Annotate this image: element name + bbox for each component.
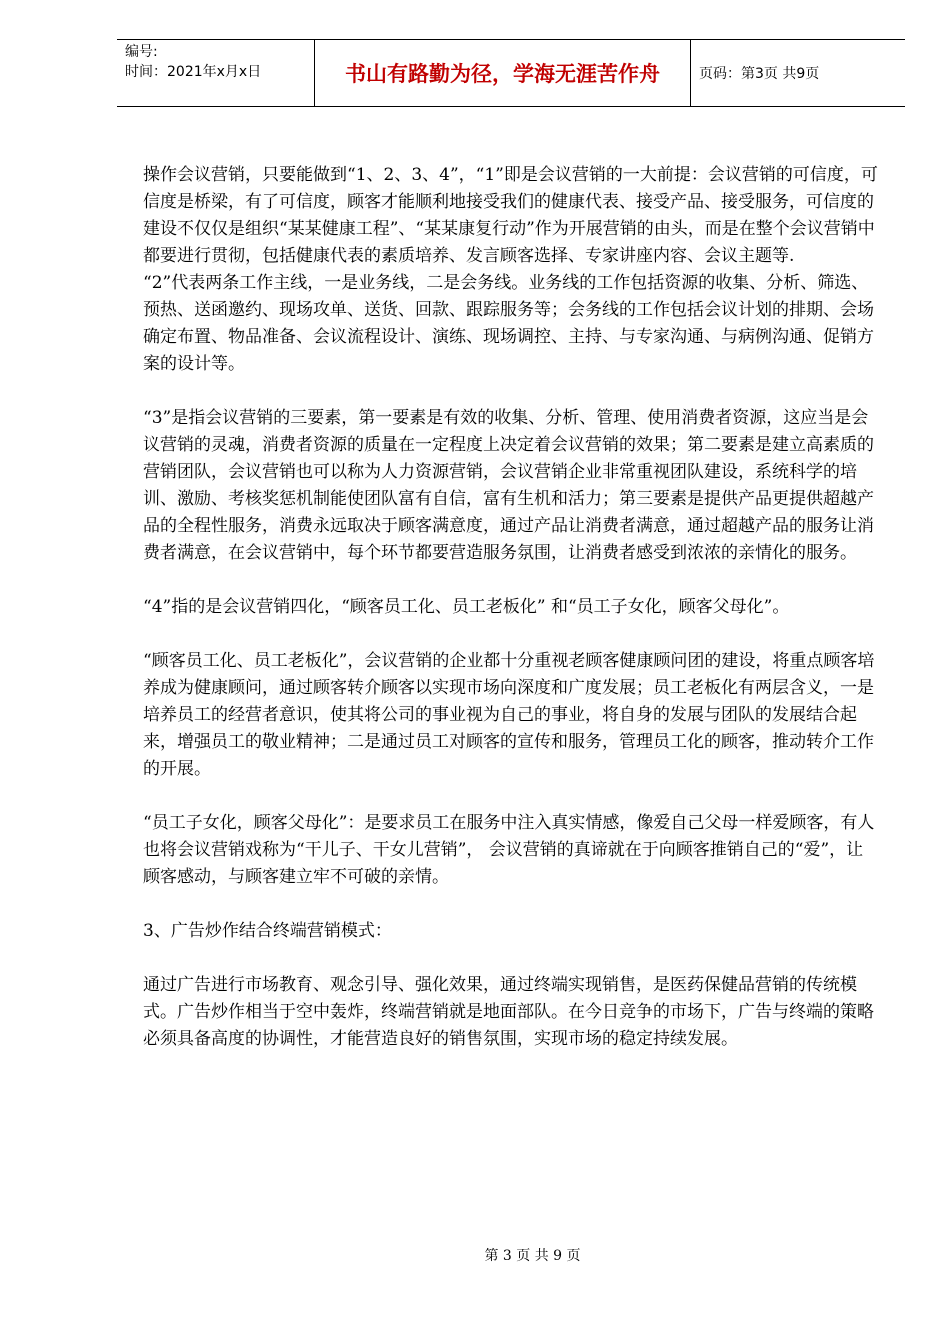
- paragraph: “2”代表两条工作主线，一是业务线，二是会务线。业务线的工作包括资源的收集、分析、筛选、预热、送函邀约、现场攻单、送货、回款、跟踪服务等；会务线的工作包括会议计划的排期、会场确定布置、物品准备、会议流程设计、演练、现场调控、主持、与专家沟通、与病例沟通、促销方案的设计等。: [143, 273, 874, 374]
- document-time-label: 时间：2021年x月x日: [125, 64, 262, 80]
- paragraph: “顾客员工化、员工老板化”，会议营销的企业都十分重视老顾客健康顾问团的建设，将重点顾客培养成为健康顾问，通过顾客转介顾客以实现市场向深度和广度发展；员工老板化有两层含义，一是培养员工的经营者意识，使其将公司的事业视为自己的事业，将自身的发展与团队的发展结合起来，增强员工的敬业精神；二是通过员工对顾客的宣传和服务，管理员工化的顾客，推动转介工作的开展。: [143, 651, 875, 779]
- section-heading: 3、广告炒作结合终端营销模式：: [143, 921, 392, 941]
- header-page-label: 页码：第3页 共9页: [699, 66, 820, 82]
- document-body: [143, 162, 880, 1053]
- header-motto: 书山有路勤为径，学海无涯苦作舟: [315, 40, 691, 106]
- paragraph: “4”指的是会议营销四化，“顾客员工化、员工老板化” 和“员工子女化，顾客父母化”。: [143, 597, 790, 617]
- paragraph: “员工子女化，顾客父母化”：是要求员工在服务中注入真实情感，像爱自己父母一样爱顾客，有人也将会议营销戏称为“干儿子、干女儿营销”， 会议营销的真谛就在于向顾客推销自己的“爱”，让顾客感动，与顾客建立牢不可破的亲情。: [143, 813, 875, 887]
- paragraph: “3”是指会议营销的三要素，第一要素是有效的收集、分析、管理、使用消费者资源，这应当是会议营销的灵魂，消费者资源的质量在一定程度上决定着会议营销的效果；第二要素是建立高素质的营销团队，会议营销也可以称为人力资源营销，会议营销企业非常重视团队建设，系统科学的培训、激励、考核奖惩机制能使团队富有自信，富有生机和活力；第三要素是提供产品更提供超越产品的全程性服务，消费永远取决于顾客满意度，通过产品让消费者满意，通过超越产品的服务让消费者满意，在会议营销中，每个环节都要营造服务氛围，让消费者感受到浓浓的亲情化的服务。: [143, 408, 874, 563]
- document-number-label: 编号:: [125, 44, 158, 60]
- paragraph: 通过广告进行市场教育、观念引导、强化效果，通过终端实现销售，是医药保健品营销的传统模式。广告炒作相当于空中轰炸，终端营销就是地面部队。在今日竞争的市场下，广告与终端的策略必须具备高度的协调性，才能营造良好的销售氛围，实现市场的稳定持续发展。: [143, 975, 874, 1049]
- paragraph: 操作会议营销，只要能做到“1、2、3、4”，“1”即是会议营销的一大前提：会议营销的可信度，可信度是桥梁，有了可信度，顾客才能顺利地接受我们的健康代表、接受产品、接受服务，可信度的建设不仅仅是组织“某某健康工程”、“某某康复行动”作为开展营销的由头，而是在整个会议营销中都要进行贯彻，包括健康代表的素质培养、发言顾客选择、专家讲座内容、会议主题等.: [143, 165, 878, 266]
- header-meta: [117, 40, 315, 106]
- page-header: [117, 39, 905, 107]
- page-footer: 第 3 页 共 9 页: [484, 1248, 581, 1264]
